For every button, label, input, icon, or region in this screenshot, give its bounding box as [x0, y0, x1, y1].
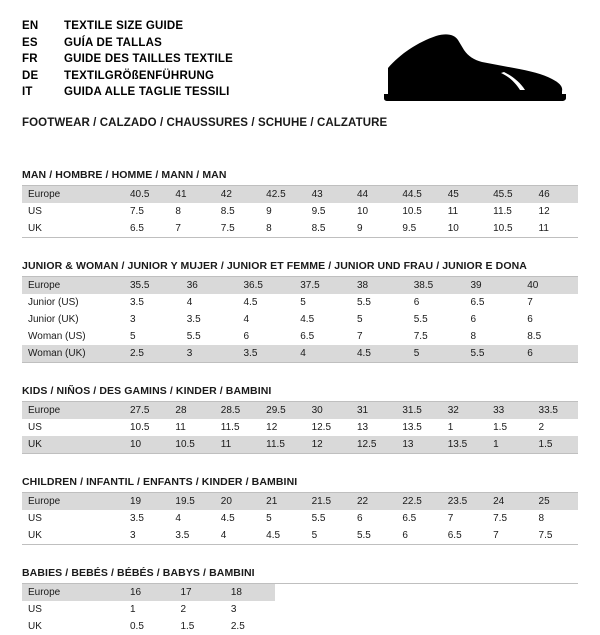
size-cell: 5.5: [186, 331, 201, 342]
size-cell: 3.5: [130, 513, 144, 524]
row-label: US: [28, 422, 42, 433]
empty-cell: [275, 618, 325, 635]
row-label: Europe: [22, 277, 124, 294]
size-cell: 38: [351, 277, 408, 294]
size-cell: 37.5: [294, 277, 351, 294]
row-label: Junior (UK): [28, 314, 79, 325]
section-divider-bottom: [22, 453, 578, 454]
size-cell: 4: [243, 314, 250, 325]
empty-cell: [275, 584, 325, 601]
section-title: JUNIOR & WOMAN / JUNIOR Y MUJER / JUNIOR ET FEMME / JUNIOR UND FRAU / JUNIOR E DONA: [22, 260, 527, 272]
empty-cell: [376, 584, 426, 601]
size-cell: 18: [225, 584, 275, 601]
size-cell: 21.5: [306, 493, 351, 510]
size-cell: 8: [266, 223, 272, 234]
size-cell: 3: [130, 530, 136, 541]
size-cell: 3.5: [130, 297, 144, 308]
size-cell: 6: [521, 345, 578, 362]
size-cell: 20: [215, 493, 260, 510]
size-cell: 3.5: [238, 345, 295, 362]
size-cell: 1.5: [180, 621, 195, 632]
size-cell: 45: [442, 186, 487, 203]
language-title: TEXTILGRÖßENFÜHRUNG: [64, 69, 215, 82]
size-cell: 21: [260, 493, 305, 510]
size-cell: 40: [521, 277, 578, 294]
size-cell: 8: [470, 331, 477, 342]
size-cell: 31: [351, 402, 396, 419]
size-cell: 30: [306, 402, 351, 419]
size-cell: 11.5: [220, 422, 240, 433]
empty-cell: [376, 618, 426, 635]
size-cell: 5.5: [311, 513, 326, 524]
size-cell: 4: [294, 345, 351, 362]
table-row: [22, 601, 578, 618]
size-table-children: [22, 493, 578, 544]
size-cell: 4.5: [351, 345, 408, 362]
size-cell: 2: [180, 604, 186, 615]
section-divider-bottom: [22, 362, 578, 363]
size-cell: 22: [351, 493, 396, 510]
table-row: [22, 402, 578, 419]
size-cell: 4.5: [266, 530, 281, 541]
language-title-list: [22, 18, 233, 101]
language-title: GUIDE DES TAILLES TEXTILE: [64, 53, 233, 65]
size-cell: 42.5: [260, 186, 305, 203]
language-row: [22, 51, 233, 68]
size-table-junior-woman: [22, 277, 578, 362]
size-cell: 44: [351, 186, 396, 203]
size-cell: 39: [465, 277, 522, 294]
language-title: GUIDA ALLE TAGLIE TESSILI: [64, 86, 230, 98]
size-cell: 11: [447, 206, 459, 217]
size-cell: 9.5: [402, 223, 417, 234]
size-cell: 4: [175, 513, 181, 524]
empty-cell: [528, 618, 579, 635]
size-cell: 27.5: [124, 402, 169, 419]
size-cell: 10: [447, 223, 459, 234]
size-cell: 45.5: [487, 186, 532, 203]
size-cell: 13.5: [402, 422, 422, 433]
language-code: DE: [22, 69, 39, 82]
size-cell: 19.5: [169, 493, 214, 510]
size-cell: 10.5: [130, 422, 150, 433]
size-cell: 1.5: [533, 436, 578, 453]
table-row: [22, 345, 578, 362]
section-title: MAN / HOMBRE / HOMME / MANN / MAN: [22, 169, 227, 181]
table-row: [22, 584, 578, 601]
size-cell: 10.5: [169, 436, 214, 453]
size-cell: 5: [311, 530, 318, 541]
size-cell: 6.5: [300, 331, 315, 342]
size-cell: 12.5: [351, 436, 396, 453]
section-man: [22, 169, 578, 238]
size-cell: 16: [124, 584, 174, 601]
language-row: [22, 35, 233, 52]
row-label: Europe: [22, 186, 124, 203]
size-cell: 1: [447, 422, 454, 433]
size-cell: 36.5: [238, 277, 295, 294]
size-cell: 7: [493, 530, 499, 541]
table-row: [22, 510, 578, 527]
size-cell: 4: [186, 297, 193, 308]
size-cell: 7.5: [130, 206, 144, 217]
row-label: US: [28, 604, 42, 615]
empty-cell: [275, 601, 325, 618]
section-babies: [22, 567, 578, 635]
size-cell: 9: [356, 223, 363, 234]
table-row: [22, 277, 578, 294]
size-cell: 1.5: [493, 422, 508, 433]
size-cell: 11: [538, 223, 549, 234]
table-row: [22, 328, 578, 345]
size-cell: 8.5: [311, 223, 326, 234]
language-code: EN: [22, 20, 39, 32]
size-cell: 4.5: [243, 297, 258, 308]
size-cell: 7.5: [493, 513, 508, 524]
size-cell: 6: [402, 530, 408, 541]
size-cell: 3.5: [175, 530, 190, 541]
language-row: [22, 68, 233, 85]
size-cell: 7: [357, 331, 363, 342]
size-cell: 24: [487, 493, 532, 510]
size-cell: 1: [130, 604, 136, 615]
size-cell: 28: [169, 402, 214, 419]
size-cell: 6: [243, 331, 250, 342]
empty-cell: [376, 601, 426, 618]
empty-cell: [528, 584, 579, 601]
size-cell: 5: [300, 297, 306, 308]
size-cell: 19: [124, 493, 169, 510]
size-cell: 12.5: [311, 422, 332, 433]
section-kids: [22, 385, 578, 454]
size-cell: 17: [174, 584, 224, 601]
row-label: Europe: [22, 584, 124, 601]
size-cell: 31.5: [396, 402, 441, 419]
empty-cell: [427, 618, 477, 635]
size-cell: 5: [130, 331, 136, 342]
language-code: ES: [22, 36, 38, 49]
size-cell: 5: [357, 314, 363, 325]
size-cell: 3: [181, 345, 238, 362]
empty-cell: [477, 601, 527, 618]
table-row: [22, 436, 578, 453]
size-cell: 5: [266, 513, 272, 524]
section-children: [22, 476, 578, 545]
size-cell: 1: [487, 436, 532, 453]
size-cell: 6.5: [402, 513, 417, 524]
size-cell: 13: [396, 436, 441, 453]
section-title: BABIES / BEBÉS / BÉBÉS / BABYS / BAMBINI: [22, 567, 255, 579]
size-cell: 7.5: [413, 331, 428, 342]
size-cell: 11: [215, 436, 260, 453]
empty-cell: [477, 584, 527, 601]
size-cell: 43: [306, 186, 351, 203]
size-cell: 2: [538, 422, 545, 433]
size-cell: 36: [181, 277, 238, 294]
size-cell: 5: [408, 345, 465, 362]
size-cell: 13.5: [442, 436, 487, 453]
empty-cell: [528, 601, 579, 618]
size-cell: 2.5: [124, 345, 181, 362]
size-cell: 4: [220, 530, 227, 541]
size-cell: 32: [442, 402, 487, 419]
size-cell: 29.5: [260, 402, 305, 419]
size-cell: 44.5: [396, 186, 441, 203]
size-cell: 12: [538, 206, 550, 217]
size-cell: 28.5: [215, 402, 260, 419]
size-cell: 3.5: [186, 314, 201, 325]
table-row: [22, 220, 578, 237]
size-cell: 7: [175, 223, 181, 234]
size-cell: 6.5: [470, 297, 485, 308]
size-table-kids: [22, 402, 578, 453]
empty-cell: [427, 584, 477, 601]
row-label: UK: [28, 223, 42, 234]
row-label: Woman (UK): [22, 345, 124, 362]
size-cell: 7.5: [220, 223, 235, 234]
size-cell: 46: [533, 186, 578, 203]
size-cell: 3: [230, 604, 237, 615]
table-row: [22, 311, 578, 328]
row-label: UK: [28, 530, 42, 541]
size-cell: 4.5: [300, 314, 315, 325]
table-row: [22, 493, 578, 510]
row-label: Woman (US): [28, 331, 86, 342]
size-cell: 8.5: [527, 331, 542, 342]
size-cell: 12: [306, 436, 351, 453]
row-label: US: [28, 206, 42, 217]
row-label: US: [28, 513, 42, 524]
size-cell: 10: [356, 206, 369, 217]
table-row: [22, 419, 578, 436]
size-cell: 10.5: [402, 206, 422, 217]
row-label: Junior (US): [28, 297, 79, 308]
language-title: GUÍA DE TALLAS: [64, 36, 162, 49]
size-cell: 40.5: [124, 186, 169, 203]
size-cell: 5.5: [465, 345, 522, 362]
size-cell: 9.5: [311, 206, 326, 217]
empty-cell: [326, 584, 376, 601]
size-cell: 41: [169, 186, 214, 203]
size-cell: 8: [538, 513, 545, 524]
size-cell: 12: [266, 422, 278, 433]
size-cell: 3: [130, 314, 136, 325]
size-cell: 33.5: [533, 402, 578, 419]
section-divider-bottom: [22, 237, 578, 238]
table-row: [22, 203, 578, 220]
size-cell: 7.5: [538, 530, 553, 541]
empty-cell: [477, 618, 527, 635]
size-cell: 22.5: [396, 493, 441, 510]
size-cell: 7: [447, 513, 454, 524]
size-cell: 6: [356, 513, 363, 524]
section-junior-woman: [22, 260, 578, 363]
size-cell: 5.5: [356, 530, 371, 541]
size-cell: 8.5: [220, 206, 235, 217]
row-label: UK: [28, 621, 42, 632]
size-cell: 2.5: [230, 621, 245, 632]
size-cell: 7: [527, 297, 533, 308]
language-code: IT: [22, 86, 33, 98]
row-label: UK: [22, 436, 124, 453]
language-title: TEXTILE SIZE GUIDE: [64, 20, 184, 32]
size-cell: 5.5: [413, 314, 428, 325]
row-label: Europe: [22, 493, 124, 510]
size-cell: 6: [413, 297, 420, 308]
category-line: FOOTWEAR / CALZADO / CHAUSSURES / SCHUHE / CALZATURE: [22, 117, 388, 129]
empty-cell: [326, 601, 376, 618]
size-cell: 6.5: [130, 223, 144, 234]
size-cell: 0.5: [130, 621, 144, 632]
size-cell: 10: [124, 436, 169, 453]
section-title: CHILDREN / INFANTIL / ENFANTS / KINDER / BAMBINI: [22, 476, 298, 488]
table-row: [22, 618, 578, 635]
table-row: [22, 294, 578, 311]
table-row: [22, 527, 578, 544]
size-cell: 6.5: [447, 530, 462, 541]
size-cell: 33: [487, 402, 532, 419]
size-cell: 35.5: [124, 277, 181, 294]
table-row: [22, 186, 578, 203]
language-code: FR: [22, 53, 38, 65]
language-row: [22, 18, 233, 35]
size-cell: 42: [215, 186, 260, 203]
size-cell: 11.5: [493, 206, 512, 217]
size-cell: 5.5: [357, 297, 371, 308]
size-cell: 23.5: [442, 493, 487, 510]
size-table-man: [22, 186, 578, 237]
section-divider-bottom: [22, 544, 578, 545]
size-table-babies: [22, 584, 578, 635]
size-cell: 11: [175, 422, 186, 433]
empty-cell: [427, 601, 477, 618]
size-cell: 25: [533, 493, 578, 510]
size-cell: 11.5: [260, 436, 305, 453]
size-cell: 8: [175, 206, 181, 217]
size-cell: 13: [356, 422, 369, 433]
language-row: [22, 84, 233, 101]
dress-shoe-icon: [380, 24, 570, 104]
size-cell: 6: [527, 314, 533, 325]
size-cell: 9: [266, 206, 272, 217]
empty-cell: [326, 618, 376, 635]
size-cell: 38.5: [408, 277, 465, 294]
size-cell: 4.5: [220, 513, 235, 524]
section-title: KIDS / NIÑOS / DES GAMINS / KINDER / BAMBINI: [22, 385, 272, 397]
size-cell: 6: [470, 314, 477, 325]
size-cell: 10.5: [493, 223, 513, 234]
document-header: [22, 18, 578, 104]
row-label: Europe: [22, 402, 124, 419]
